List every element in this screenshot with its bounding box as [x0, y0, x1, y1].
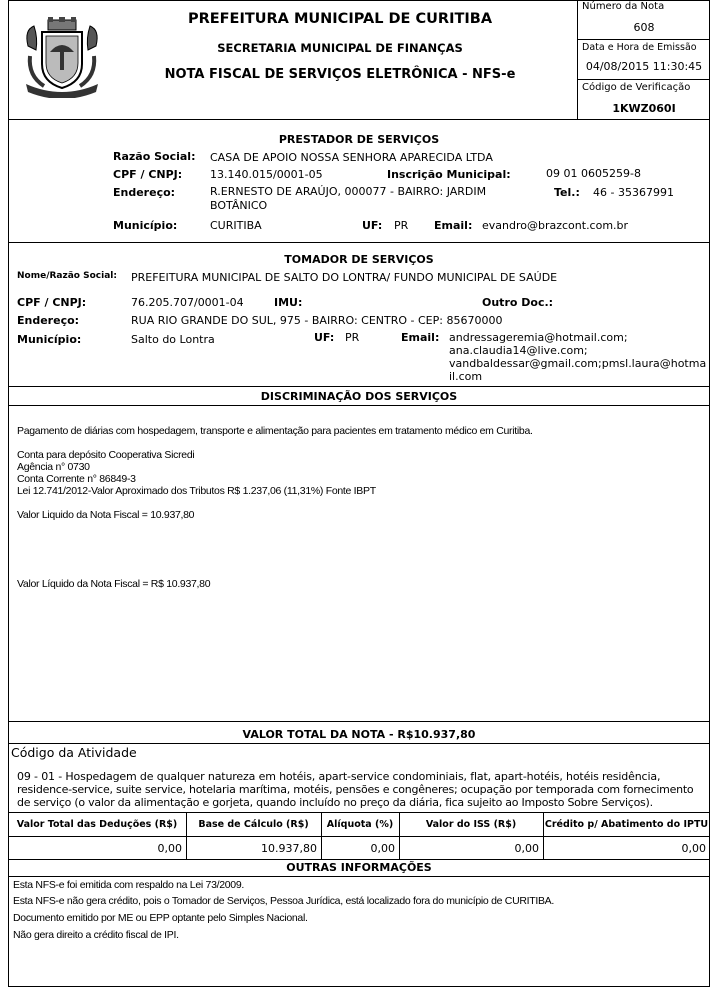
- tomador-uf-label: UF:: [314, 331, 335, 344]
- valores-top-line: [8, 812, 710, 813]
- outras-line-2: Esta NFS-e não gera crédito, pois o Tomador de Serviços, Pessoa Jurídica, está localizado fora do município de CURITIBA.: [13, 895, 555, 907]
- tomador-email-line-2: ana.claudia14@live.com;: [449, 344, 588, 357]
- outras-line-3: Documento emitido por ME ou EPP optante pelo Simples Nacional.: [13, 912, 308, 924]
- tomador-uf-value: PR: [345, 331, 360, 344]
- value-base-calculo: 10.937,80: [261, 842, 317, 855]
- tomador-nome-label: Nome/Razão Social:: [17, 271, 117, 281]
- tomador-bottom-line: [8, 386, 710, 387]
- prestador-im-value: 09 01 0605259-8: [546, 167, 641, 180]
- discriminacao-bottom-line: [8, 721, 710, 722]
- tomador-email-line-3: vandbaldessar@gmail.com;pmsl.laura@hotma: [449, 357, 707, 370]
- valores-bottom-line: [8, 859, 710, 860]
- value-credito-iptu: 0,00: [681, 842, 706, 855]
- atividade-line-3: de serviço (o valor da alimentação e gorjeta, quando incluído no preço da diária, fica sujeito ao Imposto Sobre Serviços).: [17, 796, 653, 809]
- header-valor-iss: Valor do ISS (R$): [425, 819, 517, 830]
- prestador-endereco-line1: R.ERNESTO DE ARAÚJO, 000077 - BAIRRO: JARDIM: [210, 185, 487, 198]
- atividade-line-1: 09 - 01 - Hospedagem de qualquer natureza em hotéis, apart-service condominiais, flat, apart-hotéis, hotéis residência,: [17, 770, 661, 783]
- header-base-calculo: Base de Cálculo (R$): [198, 819, 309, 830]
- coat-of-arms-icon: [22, 16, 102, 98]
- header-deducoes: Valor Total das Deduções (R$): [16, 819, 178, 830]
- prestador-tel-label: Tel.:: [554, 186, 580, 199]
- prestador-uf-value: PR: [394, 219, 409, 232]
- valor-total: VALOR TOTAL DA NOTA - R$10.937,80: [242, 728, 476, 741]
- tomador-municipio-label: Município:: [17, 333, 82, 346]
- tomador-email-line-4: il.com: [449, 370, 483, 383]
- prestador-endereco-line2: BOTÂNICO: [210, 199, 268, 212]
- numero-divider: [577, 39, 710, 40]
- prestador-title: PRESTADOR DE SERVIÇOS: [278, 133, 440, 146]
- prestador-email-value: evandro@brazcont.com.br: [482, 219, 629, 232]
- emissao-value: 04/08/2015 11:30:45: [585, 60, 703, 73]
- tomador-cpf-value: 76.205.707/0001-04: [131, 296, 244, 309]
- tomador-cpf-label: CPF / CNPJ:: [17, 296, 87, 309]
- discriminacao-title: DISCRIMINAÇÃO DOS SERVIÇOS: [260, 390, 458, 403]
- value-aliquota: 0,00: [370, 842, 395, 855]
- value-valor-iss: 0,00: [514, 842, 539, 855]
- prestador-cpf-label: CPF / CNPJ:: [113, 168, 183, 181]
- prestador-cpf-value: 13.140.015/0001-05: [210, 168, 323, 181]
- prestador-razao-label: Razão Social:: [113, 150, 196, 163]
- outras-line-1: Esta NFS-e foi emitida com respaldo na Lei 73/2009.: [13, 879, 244, 891]
- discriminacao-line-6: Valor Liquido da Nota Fiscal = 10.937,80: [17, 509, 195, 521]
- verificacao-label: Código de Verificação: [582, 82, 691, 93]
- atividade-line-2: residence-service, suite service, hotelaria marítima, motéis, pensões e congêneres; ocupação por temporada com fornecimento: [17, 783, 694, 796]
- discriminacao-line-1: Pagamento de diárias com hospedagem, transporte e alimentação para pacientes em tratamento médico em Curitiba.: [17, 425, 533, 437]
- atividade-label: Código da Atividade: [11, 745, 137, 760]
- outras-title: OUTRAS INFORMAÇÕES: [286, 861, 432, 874]
- valores-mid-line: [8, 836, 710, 837]
- discriminacao-title-line: [8, 405, 710, 406]
- header-bottom-line: [8, 119, 710, 120]
- tomador-outro-label: Outro Doc.:: [482, 296, 554, 309]
- header-title: PREFEITURA MUNICIPAL DE CURITIBA: [187, 11, 493, 27]
- tomador-email-line-1: andressageremia@hotmail.com;: [449, 331, 628, 344]
- tomador-municipio-value: Salto do Lontra: [131, 333, 215, 346]
- prestador-municipio-label: Município:: [113, 219, 178, 232]
- prestador-municipio-value: CURITIBA: [210, 219, 262, 232]
- verificacao-value: 1KWZ060I: [612, 102, 676, 115]
- outras-title-line: [8, 876, 710, 877]
- tomador-endereco-value: RUA RIO GRANDE DO SUL, 975 - BAIRRO: CENTRO - CEP: 85670000: [131, 314, 503, 327]
- tomador-nome-value: PREFEITURA MUNICIPAL DE SALTO DO LONTRA/ FUNDO MUNICIPAL DE SAÚDE: [131, 271, 558, 284]
- emissao-divider: [577, 79, 710, 80]
- header-credito-iptu: Crédito p/ Abatimento do IPTU: [544, 819, 709, 830]
- numero-value: 608: [633, 21, 655, 34]
- prestador-endereco-label: Endereço:: [113, 186, 176, 199]
- discriminacao-line-3: Agência n° 0730: [17, 461, 90, 473]
- emissao-label: Data e Hora de Emissão: [582, 42, 697, 53]
- numero-label: Número da Nota: [582, 1, 665, 12]
- value-deducoes: 0,00: [157, 842, 182, 855]
- prestador-im-label: Inscrição Municipal:: [387, 168, 511, 181]
- tomador-endereco-label: Endereço:: [17, 314, 80, 327]
- prestador-uf-label: UF:: [362, 219, 383, 232]
- discriminacao-line-4: Conta Corrente n° 86849-3: [17, 473, 136, 485]
- outras-line-4: Não gera direito a crédito fiscal de IPI.: [13, 929, 179, 941]
- prestador-bottom-line: [8, 242, 710, 243]
- tomador-imu-label: IMU:: [274, 296, 303, 309]
- total-bottom-line: [8, 743, 710, 744]
- tomador-title: TOMADOR DE SERVIÇOS: [284, 253, 434, 266]
- header-subtitle: SECRETARIA MUNICIPAL DE FINANÇAS: [217, 41, 463, 55]
- prestador-email-label: Email:: [434, 219, 473, 232]
- discriminacao-line-7: Valor Líquido da Nota Fiscal = R$ 10.937,80: [17, 578, 211, 590]
- nfse-title: NOTA FISCAL DE SERVIÇOS ELETRÔNICA - NFS-e: [164, 67, 516, 82]
- prestador-tel-value: 46 - 35367991: [593, 186, 674, 199]
- discriminacao-line-5: Lei 12.741/2012-Valor Aproximado dos Tributos R$ 1.237,06 (11,31%) Fonte IBPT: [17, 485, 376, 497]
- header-aliquota: Alíquota (%): [326, 819, 394, 830]
- tomador-email-label: Email:: [401, 331, 440, 344]
- discriminacao-line-2: Conta para depósito Cooperativa Sicredi: [17, 449, 195, 461]
- prestador-razao-value: CASA DE APOIO NOSSA SENHORA APARECIDA LTDA: [210, 151, 493, 164]
